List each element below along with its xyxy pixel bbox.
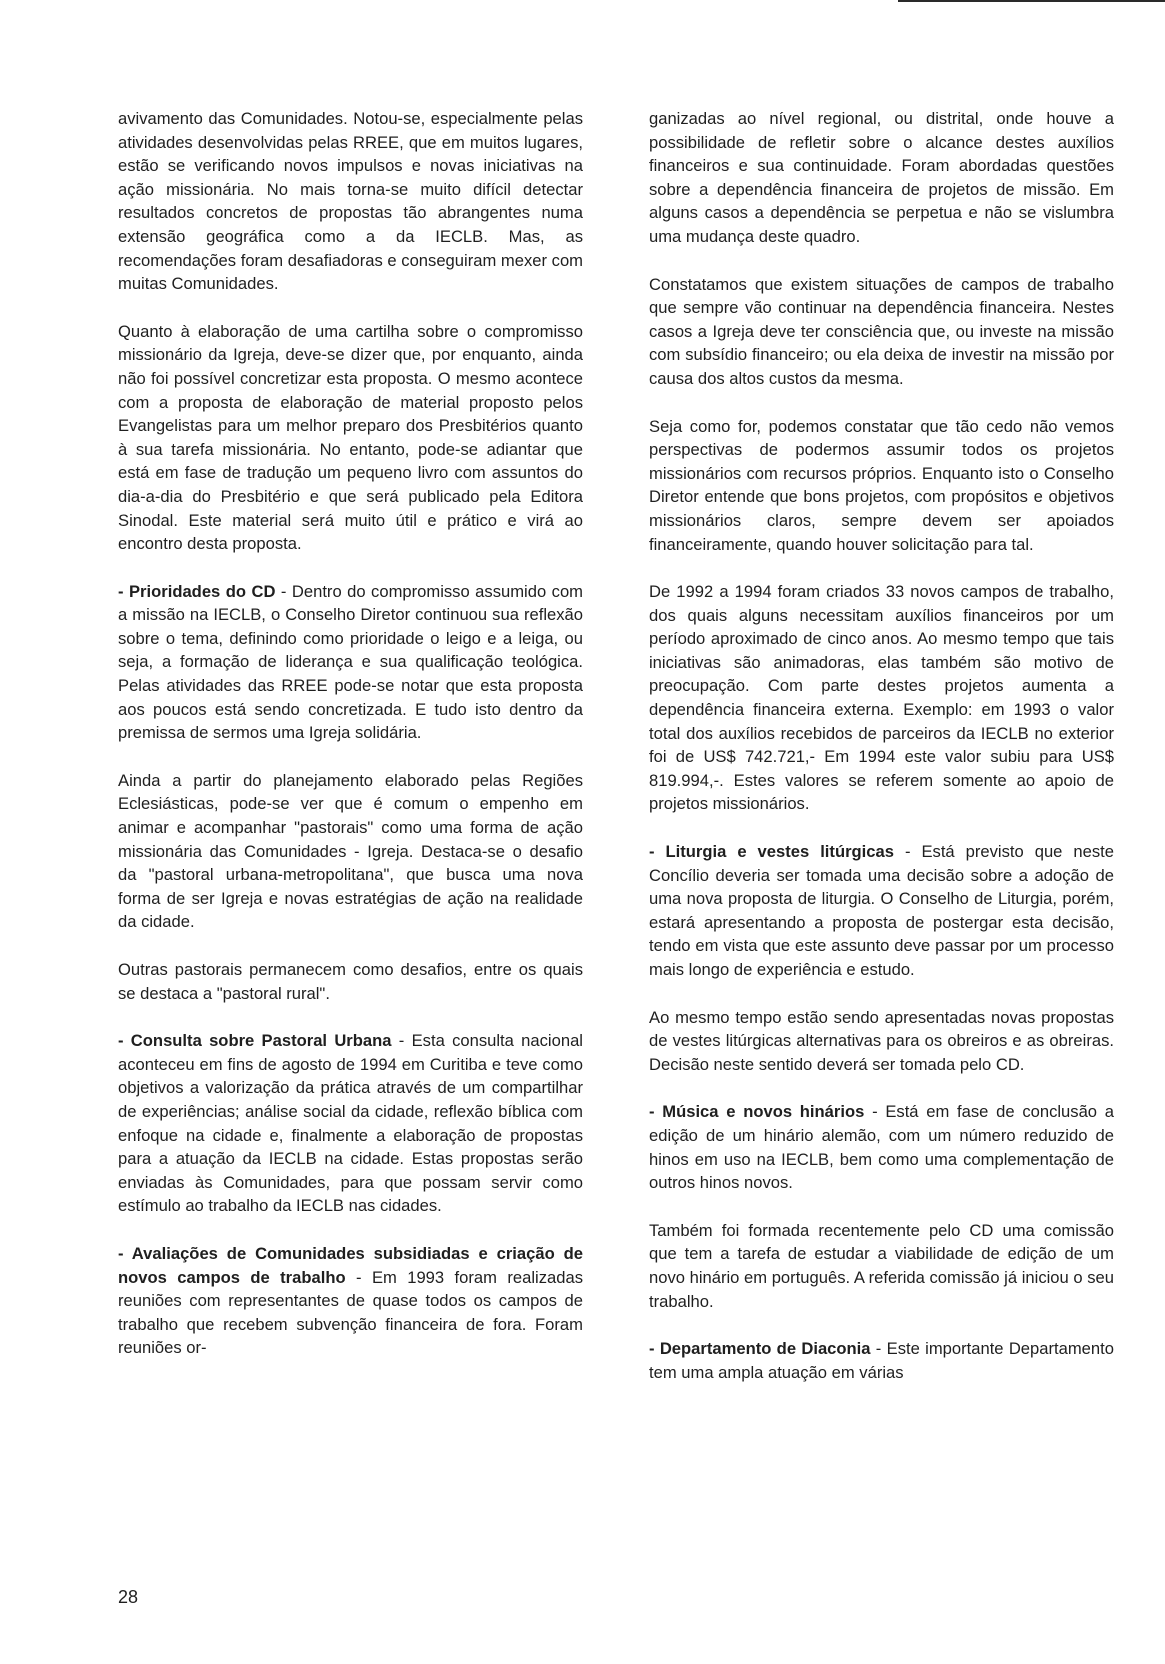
section-diaconia: [649, 1337, 1114, 1384]
left-column: [118, 107, 583, 1384]
section-text: - Está em fase de conclusão a edição de um hinário alemão, com um número reduzido de hinos em uso na IECLB, bem como uma complementação de outros hinos novos.: [649, 1102, 1114, 1193]
section-prioridades: [118, 580, 583, 745]
section-avaliacoes: [118, 1242, 583, 1360]
section-text: - Dentro do compromisso assumido com a missão na IECLB, o Conselho Diretor continuou sua reflexão sobre o tema, definindo como prioridade o leigo e a leiga, ou seja, a formação de liderança e sua qualificação teológica. Pelas atividades das RREE pode-se notar que esta proposta aos poucos está sendo concretizada. E tudo isto dentro da premissa de sermos uma Igreja solidária.: [118, 581, 583, 743]
paragraph: Seja como for, podemos constatar que tão cedo não vemos perspectivas de podermos assumir todos os projetos missionários com recursos próprios. Enquanto isto o Conselho Diretor entende que bons projetos, com propósitos e objetivos missionários claros, sempre devem ser apoiados financeiramente, quando houver solicitação para tal.: [649, 416, 1114, 554]
paragraph: Também foi formada recentemente pelo CD uma comissão que tem a tarefa de estudar a viabilidade de edição de um novo hinário em português. A referida comissão já iniciou o seu trabalho.: [649, 1220, 1114, 1311]
top-rule: [898, 0, 1165, 2]
section-text: - Este importante Departamento tem uma ampla atuação em várias: [649, 1339, 1114, 1382]
section-heading: - Prioridades do CD: [118, 581, 276, 601]
section-text: - Esta consulta nacional aconteceu em fins de agosto de 1994 em Curitiba e teve como objetivos a valorização da prática através de um compartilhar de experiências; análise social da cidade, reflexão bíblica com enfoque na cidade e, finalmente a elaboração de propostas para a atuação da IECLB na cidade. Estas propostas serão enviadas às Comunidades, para que possam servir como estímulo ao trabalho da IECLB nas cidades.: [118, 1031, 583, 1216]
paragraph: Ainda a partir do planejamento elaborado pelas Regiões Eclesiásticas, pode-se ver que é comum o empenho em animar e acompanhar "pastorais" como uma forma de ação missionária das Comunidades - Igreja. Destaca-se o desafio da "pastoral urbana-metropolitana", que busca uma nova forma de ser Igreja e novas estratégias de ação na realidade da cidade.: [118, 770, 583, 932]
right-column: [649, 107, 1114, 1408]
paragraph: avivamento das Comunidades. Notou-se, especialmente pelas atividades desenvolvidas pelas RREE, que em muitos lugares, estão se verificando novos impulsos e novas iniciativas na ação missionária. No mais torna-se muito difícil detectar resultados concretos de propostas tão abrangentes numa extensão geográfica como a da IECLB. Mas, as recomendações foram desafiadoras e conseguiram mexer com muitas Comunidades.: [118, 109, 583, 294]
section-heading: - Departamento de Diaconia: [649, 1339, 871, 1359]
section-heading: - Avaliações de Comunidades subsidiadas e criação de novos campos de trabalho: [118, 1243, 583, 1287]
section-heading: - Liturgia e vestes litúrgicas: [649, 842, 894, 862]
paragraph: Outras pastorais permanecem como desafios, entre os quais se destaca a "pastoral rural".: [118, 960, 583, 1003]
paragraph: Ao mesmo tempo estão sendo apresentadas novas propostas de vestes litúrgicas alternativas para os obreiros e as obreiras. Decisão neste sentido deverá ser tomada pelo CD.: [649, 1007, 1114, 1074]
paragraph: De 1992 a 1994 foram criados 33 novos campos de trabalho, dos quais alguns necessitam auxílios financeiros por um período aproximado de cinco anos. Ao mesmo tempo que tais iniciativas são animadoras, elas também são motivo de preocupação. Com parte destes projetos aumenta a dependência financeira externa. Exemplo: em 1993 o valor total dos auxílios recebidos de parceiros da IECLB no exterior foi de US$ 742.721,- Em 1994 este valor subiu para US$ 819.994,-. Estes valores se referem somente ao apoio de projetos missionários.: [649, 582, 1114, 814]
page-number: 28: [118, 1587, 139, 1607]
section-consulta: [118, 1029, 583, 1218]
section-liturgia: [649, 840, 1114, 982]
section-heading: - Música e novos hinários: [649, 1102, 865, 1122]
paragraph: Quanto à elaboração de uma cartilha sobre o compromisso missionário da Igreja, deve-se dizer que, por enquanto, ainda não foi possível concretizar esta proposta. O mesmo acontece com a proposta de elaboração de material proposto pelos Evangelistas para um melhor preparo dos Presbitérios quanto à sua tarefa missionária. No entanto, pode-se adiantar que está em fase de tradução um pequeno livro com assuntos do dia-a-dia do Presbitério e que será publicado pela Editora Sinodal. Este material será muito útil e prático e virá ao encontro desta proposta.: [118, 321, 583, 554]
section-heading: - Consulta sobre Pastoral Urbana: [118, 1031, 392, 1051]
paragraph: ganizadas ao nível regional, ou distrital, onde houve a possibilidade de refletir sobre o alcance destes auxílios financeiros e sua continuidade. Foram abordadas questões sobre a dependência financeira de projetos de missão. Em alguns casos a dependência se perpetua e não se vislumbra uma mudança deste quadro.: [649, 109, 1114, 246]
paragraph: Constatamos que existem situações de campos de trabalho que sempre vão continuar na dependência financeira. Nestes casos a Igreja deve ter consciência que, ou investe na missão com subsídio financeiro; ou ela deixa de investir na missão por causa dos altos custos da mesma.: [649, 274, 1114, 388]
section-musica: [649, 1100, 1114, 1194]
section-text: - Está previsto que neste Concílio deveria ser tomada uma decisão sobre a adoção de uma nova proposta de liturgia. O Conselho de Liturgia, porém, estará apresentando a proposta de postergar esta decisão, tendo em vista que este assunto deve passar por um processo mais longo de experiência e estudo.: [649, 842, 1114, 979]
section-text: - Em 1993 foram realizadas reuniões com representantes de quase todos os campos de trabalho que recebem subvenção financeira de fora. Foram reuniões or-: [118, 1267, 583, 1358]
